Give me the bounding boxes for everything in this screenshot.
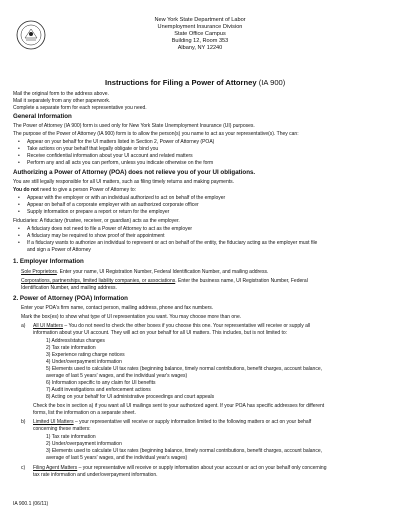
general-bullet-1: • Appear on your behalf for the UI matters listed in Section 2, Power of Attorney (POA) <box>27 140 214 145</box>
a-item-2: 2) Tax rate information <box>46 345 96 351</box>
limited-ui-matters-desc: – your representative will receive or supply information limited to the following matters or act on your behalf <box>73 419 312 425</box>
a-item-8: 8) Acting on your behalf for UI administrative proceedings and court appeals <box>46 394 215 400</box>
item-a-text <box>33 324 310 329</box>
fiduciary-bullet-3-cont: and sign a Power of Attorney <box>27 247 91 253</box>
sole-proprietors-text <box>21 270 268 275</box>
fiduciary-bullet-2: • A fiduciary may be required to show proof of their appointment <box>27 234 165 239</box>
a-item-7: 7) Audit investigations and enforcement actions <box>46 387 151 393</box>
form-footer: IA 900.1 (06/11) <box>13 501 49 507</box>
item-a-text-cont: information about your UI account. They will act on your behalf for all UI matters. This includes, but is not limited to: <box>33 330 288 336</box>
poa-p2: Mark the box(es) to show what type of UI representation you want. You may choose more than one. <box>21 314 242 320</box>
all-ui-matters-label: All UI Matters <box>33 323 64 329</box>
general-bullet-2: • Take actions on your behalf that legally obligate or bind you <box>27 147 158 152</box>
fiduciaries-text: Fiduciaries: A fiduciary (trustee, receiver, or guardian) acts as the employer. <box>13 218 180 224</box>
corporations-desc: . Enter the business name, UI Registration Number, Federal <box>175 278 308 284</box>
b-item-1: 1) Tax rate information <box>46 434 96 440</box>
b-item-3: 3) Elements used to calculate UI tax rates (beginning balance, timely normal contributions, benefit charges, account balance, <box>46 448 322 454</box>
header-line-2: Unemployment Insurance Division <box>157 24 243 30</box>
item-c-text-cont: tax rate information and under/overpayment information. <box>33 472 158 478</box>
general-bullet-4: • Perform any and all acts you can perform, unless you indicate otherwise on the form <box>27 161 213 166</box>
header-line-3: State Office Campus <box>174 31 226 37</box>
header-line-5: Albany, NY 12240 <box>177 45 223 51</box>
poa-heading: 2. Power of Attorney (POA) Information <box>13 295 128 302</box>
item-c-text <box>33 466 327 471</box>
b-item-3-cont: average of last 5 years' wages, and the individual year's wages) <box>46 455 188 461</box>
authorizing-p2-rest: need to give a person Power of Attorney to: <box>38 187 137 193</box>
general-p2: The purpose of the Power of Attorney (IA 900) form is to allow the person(s) you name to act as your representative(s). They can: <box>13 131 299 137</box>
filing-agent-matters-label: Filing Agent Matters <box>33 465 78 471</box>
a-after-1: Check the box in section a) if you want all UI mailings sent to your authorized agent. If your POA has specific addresses for different <box>33 403 325 409</box>
item-a-marker: a) <box>21 323 26 329</box>
title-form: (IA 900) <box>256 78 286 87</box>
header-line-1: New York State Department of Labor <box>154 17 246 23</box>
authorizing-p1: You are still legally responsible for all UI matters, such as filing timely returns and making payments. <box>13 179 235 185</box>
item-b-text <box>33 420 311 425</box>
item-b-text-cont: concerning these matters: <box>33 426 91 432</box>
a-item-4: 4) Under/overpayment information <box>46 359 122 365</box>
page-title <box>105 73 285 89</box>
corporations-text-cont: Identification Number, and mailing address. <box>21 285 117 291</box>
a-item-6: 6) Information specific to any claim for UI benefits <box>46 380 156 386</box>
authorizing-bullet-3: • Supply information or prepare a report or return for the employer <box>27 210 169 215</box>
title-main: Instructions for Filing a Power of Attorney <box>105 78 257 87</box>
corporations-label: Corporations, partnerships, limited liability companies, or associations <box>21 278 176 284</box>
authorizing-p2-bold: You do not <box>13 187 39 193</box>
header-line-4: Building 12, Room 353 <box>171 38 229 44</box>
sole-proprietors-label: Sole Proprietors <box>21 269 57 275</box>
a-item-3: 3) Experience rating charge notices <box>46 352 125 358</box>
corporations-text <box>21 279 308 284</box>
limited-ui-matters-label: Limited UI Matters <box>33 419 74 425</box>
a-after-2: forms, list the information on a separate sheet. <box>33 410 136 416</box>
sole-proprietors-desc: . Enter your name, UI Registration Number, Federal Identification Number, and mailing address. <box>56 269 269 275</box>
item-b-marker: b) <box>21 419 26 425</box>
intro-line-1: Mail the original form to the address above. <box>13 91 109 97</box>
authorizing-heading: Authorizing a Power of Attorney (POA) does not relieve you of your UI obligations. <box>13 169 256 176</box>
intro-line-3: Complete a separate form for each representative you need. <box>13 105 147 111</box>
general-heading: General Information <box>13 113 72 120</box>
fiduciary-bullet-1: • A fiduciary does not need to file a Power of Attorney to act as the employer <box>27 227 192 232</box>
a-item-1: 1) Address/status changes <box>46 338 105 344</box>
all-ui-matters-desc: – You do not need to check the other boxes if you choose this one. Your representative will receive or supply all <box>63 323 311 329</box>
authorizing-bullet-1: • Appear with the employer or with an individual authorized to act on behalf of the employer <box>27 196 225 201</box>
authorizing-p2 <box>13 188 136 193</box>
authorizing-bullet-2: • Appear on behalf of a corporate employer with an authorized corporate officer <box>27 203 199 208</box>
general-p1: The Power of Attorney (IA 900) form is used only for New York State Unemployment Insurance (UI) purposes. <box>13 123 255 129</box>
employer-heading: 1. Employer Information <box>13 258 84 265</box>
fiduciary-bullet-3: • If a fiduciary wants to authorize an individual to represent or act on behalf of the entity, the fiduciary acting as the employer must file <box>27 241 317 246</box>
poa-p1: Enter your POA's firm name, contact person, mailing address, phone and fax numbers. <box>21 305 214 311</box>
item-c-marker: c) <box>21 465 26 471</box>
general-bullet-3: • Receive confidential information about your UI account and related matters <box>27 154 193 159</box>
state-seal-icon <box>16 20 46 50</box>
filing-agent-matters-desc: – your representative will receive or supply information about your account or act on your behalf only concerning <box>77 465 327 471</box>
a-item-5: 5) Elements used to calculate UI tax rates (beginning balance, timely normal contributions, benefit charges, account balance, <box>46 366 322 372</box>
b-item-2: 2) Under/overpayment information <box>46 441 122 447</box>
intro-line-2: Mail it separately from any other paperwork. <box>13 98 111 104</box>
a-item-5-cont: average of last 5 years' wages, and the individual year's wages) <box>46 373 188 379</box>
